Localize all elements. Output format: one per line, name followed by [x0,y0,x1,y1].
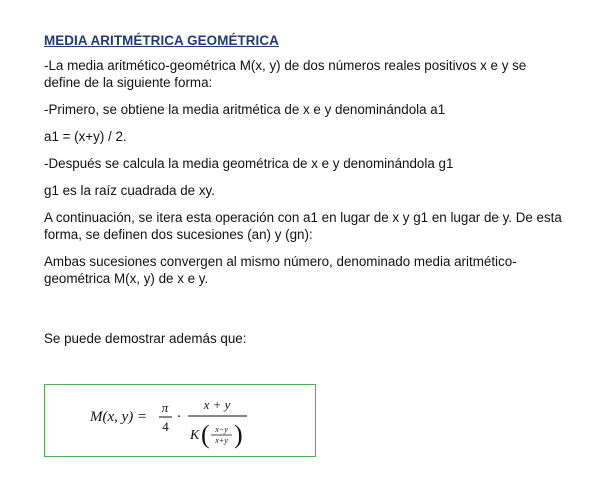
formula-lhs: M(x, y) = [90,409,148,425]
agm-formula [45,385,317,458]
paragraph-convergence: Ambas sucesiones convergen al mismo número, denominado media aritmético-geométrica M(x, y) de x e y. [44,254,517,286]
formula-inner-numerator: x−y [215,425,228,434]
document-body [44,32,564,357]
formula-dot: · [176,409,182,425]
paragraph-step-arithmetic: -Primero, se obtiene la media aritmética de x e y denominándola a1 [44,102,446,117]
formula-k: K [190,428,200,443]
paragraph-demonstration: Se puede demostrar además que: [44,331,247,346]
paragraph-step-geometric: -Después se calcula la media geométrica de x e y denominándola g1 [44,156,454,171]
formula-box [44,384,316,457]
paragraph-a1-formula: a1 = (x+y) / 2. [44,129,127,144]
paragraph-iteration: A continuación, se itera esta operación con a1 en lugar de x y g1 en lugar de y. De esta forma, se definen dos sucesiones (an) y (gn): [44,210,562,242]
formula-left-paren: ( [201,420,210,449]
formula-four: 4 [162,419,169,434]
paragraph-g1-definition: g1 es la raíz cuadrada de xy. [44,183,215,198]
formula-numerator: x + y [203,397,231,412]
formula-right-paren: ) [234,420,243,449]
formula-inner-denominator: x+y [215,436,228,445]
formula-pi: π [161,400,169,415]
paragraph-definition: -La media aritmético-geométrica M(x, y) de dos números reales positivos x e y se define de la siguiente forma: [44,58,527,90]
page-title: MEDIA ARITMÉTRICA GEOMÉTRICA [44,33,279,48]
